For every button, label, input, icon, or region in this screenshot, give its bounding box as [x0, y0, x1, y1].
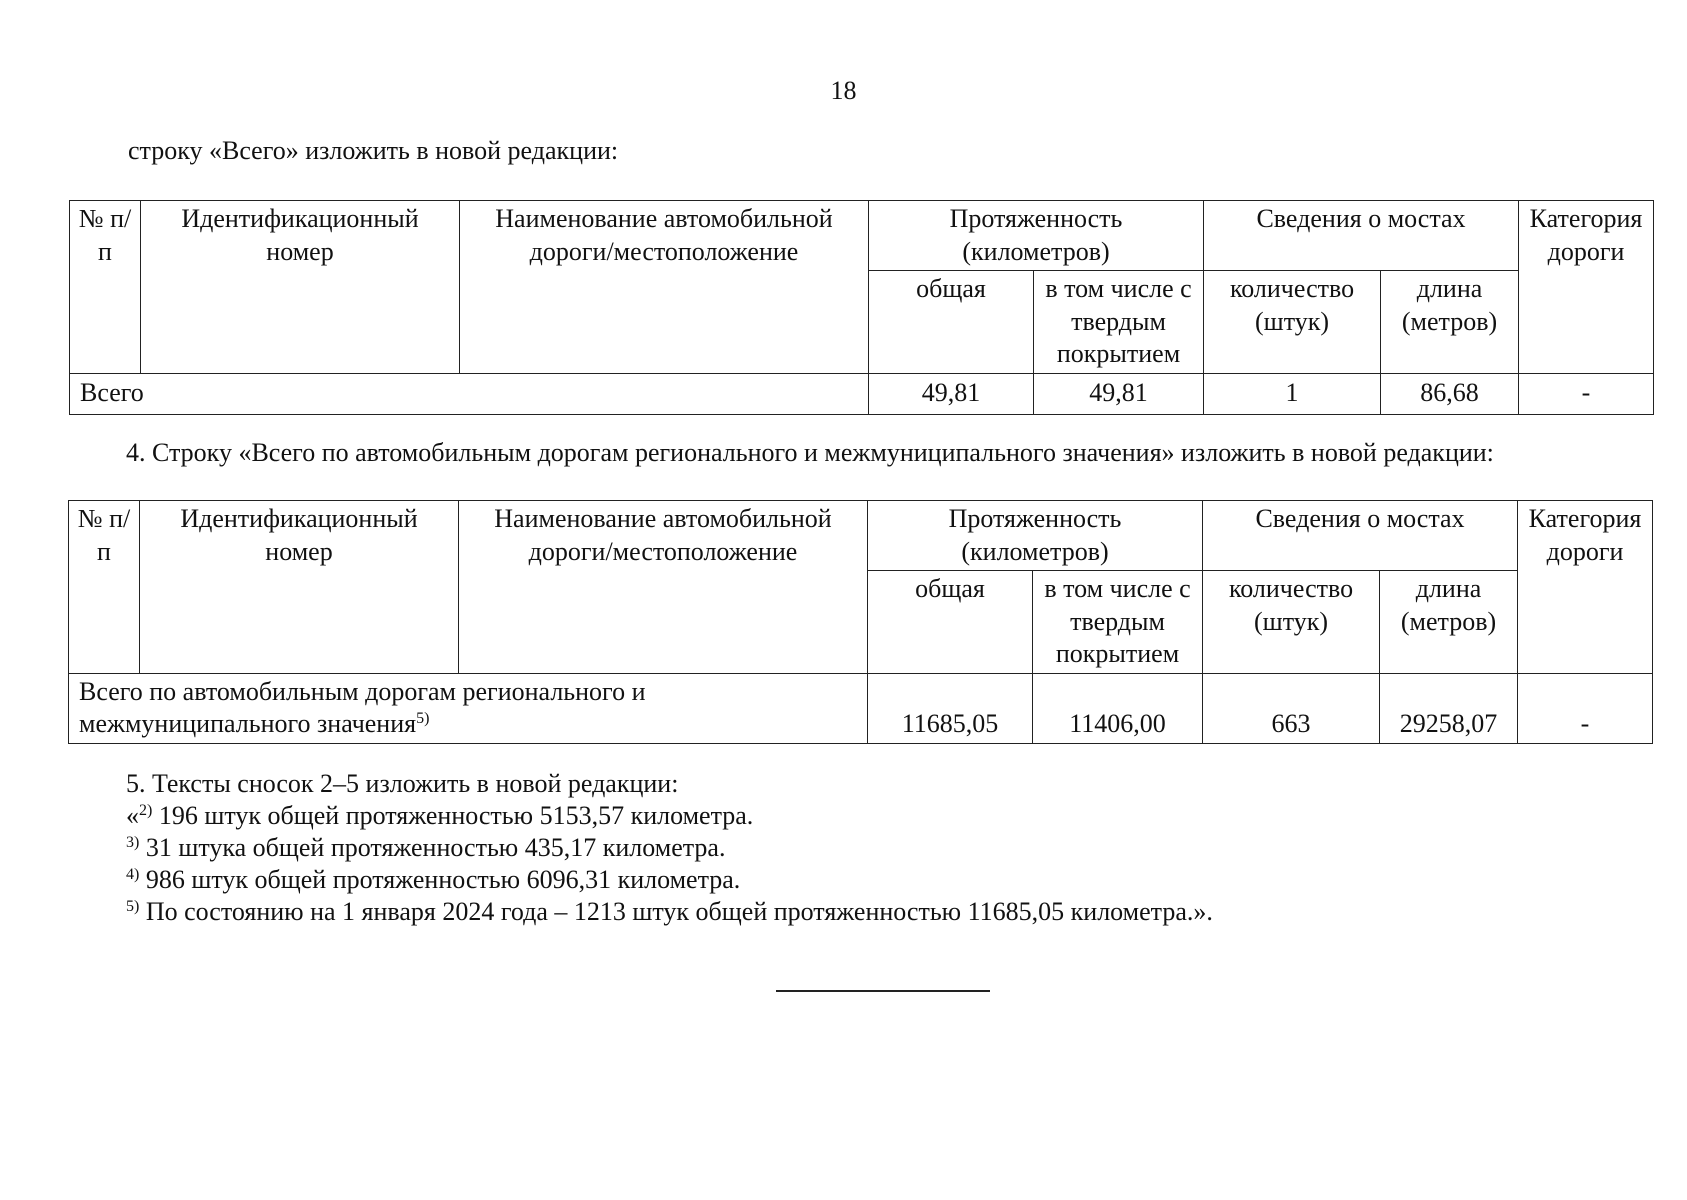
cell-bridges-length: 86,68 [1381, 373, 1519, 414]
cell-category: - [1519, 373, 1654, 414]
cell-length-paved: 11406,00 [1033, 673, 1203, 743]
header-name: Наименование автомобильной дороги/местоположение [460, 201, 869, 374]
footnote-line [126, 832, 1213, 864]
totals-table [69, 200, 1654, 415]
footnote-text: По состоянию на 1 января 2024 года – 1213 штук общей протяженностью 11685,05 километра.». [139, 897, 1213, 926]
header-bridges-count: количество (штук) [1204, 271, 1381, 374]
cell-length-paved: 49,81 [1034, 373, 1204, 414]
footnotes-intro: 5. Тексты сносок 2–5 изложить в новой редакции: [126, 769, 679, 798]
table-row [70, 373, 1654, 414]
header-bridges: Сведения о мостах [1204, 201, 1519, 271]
end-rule-divider [776, 990, 990, 992]
header-category: Категория дороги [1518, 501, 1653, 674]
header-bridges-length: длина (метров) [1380, 571, 1518, 674]
header-length-total: общая [868, 571, 1033, 674]
header-bridges: Сведения о мостах [1203, 501, 1518, 571]
footnote-line [126, 896, 1213, 928]
header-length: Протяженность (километров) [869, 201, 1204, 271]
header-length: Протяженность (километров) [868, 501, 1203, 571]
section-4-text: 4. Строку «Всего по автомобильным дорогам регионального и межмуниципального значения» изложить в новой редакции: [126, 438, 1494, 467]
page-number: 18 [830, 76, 857, 105]
cell-bridges-length: 29258,07 [1380, 673, 1518, 743]
cell-category: - [1518, 673, 1653, 743]
cell-bridges-count: 663 [1203, 673, 1380, 743]
header-id: Идентификационный номер [140, 501, 459, 674]
footnote-mark: 5) [416, 710, 430, 727]
header-id: Идентификационный номер [141, 201, 460, 374]
row-label [69, 673, 868, 743]
header-name: Наименование автомобильной дороги/местоположение [459, 501, 868, 674]
row-label: Всего [70, 373, 869, 414]
header-category: Категория дороги [1519, 201, 1654, 374]
header-bridges-length: длина (метров) [1381, 271, 1519, 374]
footnote-prefix: « [126, 801, 139, 830]
footnote-mark: 5) [126, 898, 140, 915]
header-length-paved: в том числе с твердым покрытием [1033, 571, 1203, 674]
intro-text: строку «Всего» изложить в новой редакции: [128, 136, 619, 165]
footnote-text: 31 штука общей протяженностью 435,17 километра. [139, 833, 726, 862]
header-bridges-count: количество (штук) [1203, 571, 1380, 674]
footnotes-block [126, 768, 1213, 928]
cell-length-total: 11685,05 [868, 673, 1033, 743]
header-length-total: общая [869, 271, 1034, 374]
footnote-mark: 3) [126, 834, 140, 851]
footnote-text: 986 штук общей протяженностью 6096,31 километра. [139, 865, 741, 894]
header-length-paved: в том числе с твердым покрытием [1034, 271, 1204, 374]
header-num: № п/п [70, 201, 141, 374]
row-label-text: Всего по автомобильным дорогам регионального и межмуниципального значения [79, 676, 646, 738]
regional-totals-table [68, 500, 1653, 744]
footnote-mark: 2) [139, 802, 153, 819]
footnote-text: 196 штук общей протяженностью 5153,57 километра. [152, 801, 754, 830]
header-num: № п/п [69, 501, 140, 674]
footnote-mark: 4) [126, 866, 140, 883]
table-row [69, 673, 1653, 743]
footnote-line [126, 864, 1213, 896]
cell-bridges-count: 1 [1204, 373, 1381, 414]
footnote-line [126, 800, 1213, 832]
cell-length-total: 49,81 [869, 373, 1034, 414]
